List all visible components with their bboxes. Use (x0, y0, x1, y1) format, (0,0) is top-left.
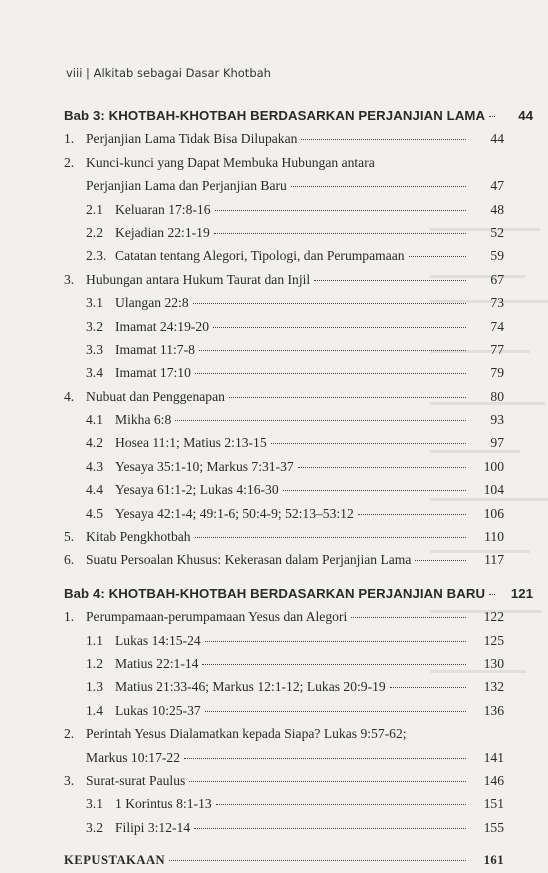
page-number: 117 (484, 552, 504, 568)
leader-dots (216, 804, 466, 805)
entry-title: Kitab Pengkhotbah (86, 529, 191, 545)
bibliography-title: KEPUSTAKAAN (64, 853, 166, 868)
leader-dots (283, 490, 466, 491)
page-number: 48 (490, 201, 504, 217)
page-number: 79 (490, 365, 504, 381)
leader-dots (175, 420, 466, 421)
entry-number: 2. (64, 154, 75, 170)
page-number: 155 (483, 819, 504, 835)
toc-entry[interactable] (64, 722, 504, 745)
entry-title: Nubuat dan Penggenapan (86, 388, 225, 404)
entry-number: 2.1 (86, 201, 103, 217)
entry-title: Kejadian 22:1-19 (115, 224, 210, 240)
toc-subentry[interactable] (64, 455, 504, 478)
toc-entry-continuation[interactable] (64, 174, 504, 197)
entry-title-continued: Markus 10:17-22 (86, 749, 181, 765)
entry-title: Kunci-kunci yang Dapat Membuka Hubungan antara (86, 154, 375, 170)
toc-entry[interactable] (64, 605, 504, 628)
leader-dots (351, 617, 466, 618)
toc-subentry[interactable] (64, 652, 504, 675)
entry-title: Perintah Yesus Dialamatkan kepada Siapa? Lukas 9:57-62; (86, 726, 407, 742)
entry-number: 4.4 (86, 482, 103, 498)
entry-number: 3. (64, 271, 75, 287)
leader-dots (189, 781, 466, 782)
entry-title: Filipi 3:12-14 (115, 819, 191, 835)
entry-number: 2.3. (86, 248, 107, 264)
toc-subentry[interactable] (64, 816, 504, 839)
entry-number: 3.2 (86, 819, 103, 835)
entry-title: Keluaran 17:8-16 (115, 201, 211, 217)
page-number: 67 (490, 271, 504, 287)
page-number: 104 (483, 482, 504, 498)
chapter-title: Bab 3: KHOTBAH-KHOTBAH BERDASARKAN PERJANJIAN LAMA (64, 108, 486, 123)
entry-number: 1.3 (86, 679, 103, 695)
chapter-3-heading[interactable] (64, 104, 534, 127)
leader-dots (489, 116, 495, 117)
page-number: 146 (483, 772, 504, 788)
entry-title-continued: Perjanjian Lama dan Perjanjian Baru (86, 178, 287, 194)
entry-title: Yesaya 35:1-10; Markus 7:31-37 (115, 458, 294, 474)
toc-subentry[interactable] (64, 792, 504, 815)
entry-number: 4.1 (86, 412, 103, 428)
leader-dots (489, 594, 495, 595)
entry-title: Hosea 11:1; Matius 2:13-15 (115, 435, 267, 451)
toc-entry[interactable] (64, 548, 504, 571)
toc-entry-continuation[interactable] (64, 746, 504, 769)
entry-number: 2. (64, 726, 75, 742)
leader-dots (291, 186, 466, 187)
page-number: 44 (518, 108, 534, 123)
leader-dots (298, 467, 466, 468)
leader-dots (271, 443, 466, 444)
toc-subentry[interactable] (64, 431, 504, 454)
toc-subentry[interactable] (64, 315, 504, 338)
toc-subentry[interactable] (64, 629, 504, 652)
page-number: 151 (483, 796, 504, 812)
entry-number: 4.3 (86, 458, 103, 474)
leader-dots (195, 373, 466, 374)
entry-title: Hubungan antara Hukum Taurat dan Injil (86, 271, 311, 287)
entry-number: 3. (64, 772, 75, 788)
entry-number: 1. (64, 609, 75, 625)
page-number: 122 (483, 609, 504, 625)
entry-number: 3.4 (86, 365, 103, 381)
leader-dots (205, 641, 466, 642)
entry-number: 5. (64, 529, 75, 545)
entry-number: 3.3 (86, 341, 103, 357)
entry-number: 1.4 (86, 702, 103, 718)
toc-entry[interactable] (64, 385, 504, 408)
entry-title: Yesaya 61:1-2; Lukas 4:16-30 (115, 482, 279, 498)
toc-subentry[interactable] (64, 198, 504, 221)
leader-dots (314, 280, 466, 281)
entry-title: Surat-surat Paulus (86, 772, 186, 788)
toc-entry[interactable] (64, 769, 504, 792)
page-number: 121 (510, 585, 534, 601)
page-number: 93 (490, 412, 504, 428)
leader-dots (202, 664, 466, 665)
entry-number: 3.2 (86, 318, 103, 334)
leader-dots (194, 828, 466, 829)
entry-number: 3.1 (86, 295, 103, 311)
entry-number: 4.2 (86, 435, 103, 451)
chapter-4-heading[interactable] (64, 582, 534, 605)
page-number: 100 (483, 458, 504, 474)
page-number: 97 (490, 435, 504, 451)
entry-title: Lukas 14:15-24 (115, 632, 201, 648)
entry-number: 1. (64, 131, 75, 147)
toc-subentry[interactable] (64, 221, 504, 244)
toc-entry[interactable] (64, 151, 504, 174)
toc-entry[interactable] (64, 127, 504, 150)
toc-subentry[interactable] (64, 478, 504, 501)
page-number: 47 (490, 178, 504, 194)
entry-title: Catatan tentang Alegori, Tipologi, dan Perumpamaan (115, 248, 405, 264)
page-number: 136 (483, 702, 504, 718)
entry-title: Suatu Persoalan Khusus: Kekerasan dalam Perjanjian Lama (86, 552, 412, 568)
page-number: 161 (483, 853, 504, 868)
entry-title: Perumpamaan-perumpamaan Yesus dan Alegori (86, 609, 348, 625)
page-number: 141 (483, 749, 504, 765)
toc-subentry[interactable] (64, 408, 504, 431)
page-number: 52 (490, 224, 504, 240)
page-number: 80 (490, 388, 504, 404)
running-head: viii | Alkitab sebagai Dasar Khotbah (66, 66, 271, 80)
page-number: 106 (483, 505, 504, 521)
page-number: 44 (490, 131, 504, 147)
entry-title: Lukas 10:25-37 (115, 702, 201, 718)
leader-dots (215, 210, 466, 211)
entry-title: Matius 22:1-14 (115, 655, 199, 671)
entry-number: 3.1 (86, 796, 103, 812)
leader-dots (301, 139, 466, 140)
entry-title: Matius 21:33-46; Markus 12:1-12; Lukas 20:9-19 (115, 679, 386, 695)
page-number: 110 (484, 529, 504, 545)
toc-subentry[interactable] (64, 675, 504, 698)
toc-subentry[interactable] (64, 338, 504, 361)
leader-dots (390, 687, 466, 688)
entry-number: 4. (64, 388, 75, 404)
chapter-title: Bab 4: KHOTBAH-KHOTBAH BERDASARKAN PERJANJIAN BARU (64, 585, 486, 601)
leader-dots (193, 303, 466, 304)
entry-number: 4.5 (86, 505, 103, 521)
bibliography-heading[interactable] (64, 849, 504, 872)
page-number: 73 (490, 295, 504, 311)
leader-dots (213, 327, 466, 328)
toc-subentry[interactable] (64, 361, 504, 384)
leader-dots (229, 397, 466, 398)
entry-title: Imamat 17:10 (115, 365, 191, 381)
leader-dots (195, 537, 466, 538)
leader-dots (184, 758, 466, 759)
toc-subentry[interactable] (64, 291, 504, 314)
toc-subentry[interactable] (64, 244, 504, 267)
entry-title: Ulangan 22:8 (115, 295, 189, 311)
table-of-contents (64, 104, 534, 873)
page-number: 59 (490, 248, 504, 264)
page-number: 77 (490, 341, 504, 357)
toc-entry[interactable] (64, 525, 504, 548)
leader-dots (415, 560, 466, 561)
leader-dots (358, 514, 466, 515)
entry-number: 6. (64, 552, 75, 568)
entry-title: Yesaya 42:1-4; 49:1-6; 50:4-9; 52:13–53:12 (115, 505, 354, 521)
entry-title: Imamat 11:7-8 (115, 341, 195, 357)
page-number: 125 (483, 632, 504, 648)
page-number: 74 (490, 318, 504, 334)
toc-entry[interactable] (64, 268, 504, 291)
leader-dots (214, 233, 466, 234)
leader-dots (409, 256, 466, 257)
entry-title: Mikha 6:8 (115, 412, 172, 428)
toc-subentry[interactable] (64, 699, 504, 722)
leader-dots (199, 350, 466, 351)
page-number: 130 (483, 655, 504, 671)
leader-dots (169, 860, 466, 861)
page-number: 132 (483, 679, 504, 695)
entry-title: Perjanjian Lama Tidak Bisa Dilupakan (86, 131, 298, 147)
entry-number: 1.1 (86, 632, 103, 648)
entry-number: 1.2 (86, 655, 103, 671)
entry-number: 2.2 (86, 224, 103, 240)
leader-dots (205, 711, 466, 712)
entry-title: Imamat 24:19-20 (115, 318, 210, 334)
entry-title: 1 Korintus 8:1-13 (115, 796, 212, 812)
toc-subentry[interactable] (64, 502, 504, 525)
